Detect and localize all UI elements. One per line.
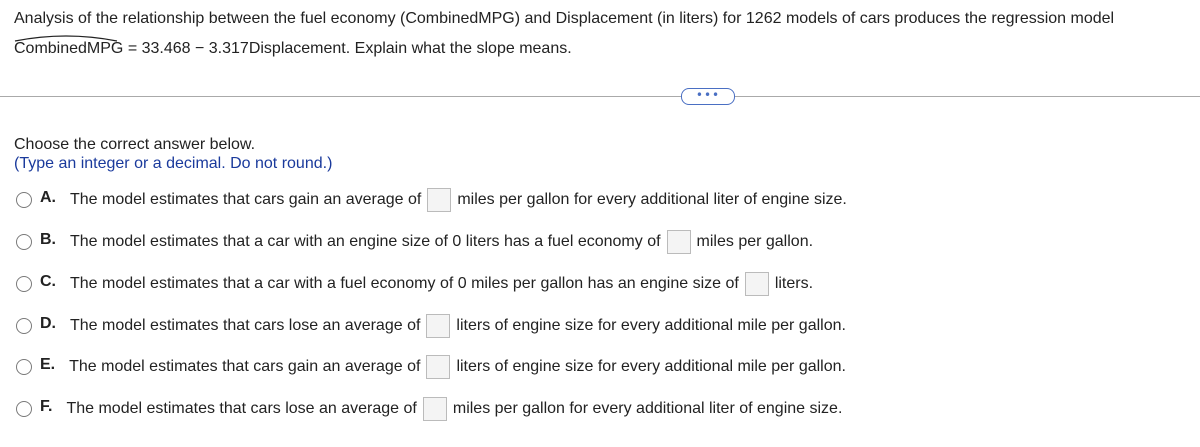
option-e[interactable] — [16, 355, 846, 379]
option-text-before: The model estimates that cars lose an average of — [70, 317, 421, 334]
answer-input[interactable] — [427, 188, 451, 212]
option-letter: B. — [40, 231, 56, 248]
radio-button[interactable] — [16, 234, 32, 250]
answer-input[interactable] — [667, 230, 691, 254]
hat-accent-icon — [14, 33, 118, 42]
option-text-after: liters. — [774, 275, 814, 292]
equation-rest: = 33.468 − 3.317Displacement. Explain what the slope means. — [123, 40, 572, 57]
divider — [0, 96, 1200, 97]
response-variable-hat — [14, 40, 123, 58]
hint-text: (Type an integer or a decimal. Do not round.) — [14, 155, 333, 172]
radio-button[interactable] — [16, 318, 32, 334]
option-text-before: The model estimates that cars lose an average of — [66, 400, 417, 417]
answer-input[interactable] — [745, 272, 769, 296]
radio-button[interactable] — [16, 192, 32, 208]
radio-button[interactable] — [16, 401, 32, 417]
option-text-after: liters of engine size for every additional mile per gallon. — [456, 358, 846, 375]
option-letter: A. — [40, 189, 56, 206]
option-text-before: The model estimates that a car with an engine size of 0 liters has a fuel economy of — [70, 233, 661, 250]
option-letter: D. — [40, 315, 56, 332]
radio-button[interactable] — [16, 359, 32, 375]
answer-input[interactable] — [426, 355, 450, 379]
radio-button[interactable] — [16, 276, 32, 292]
option-text-before: The model estimates that cars gain an average of — [69, 358, 421, 375]
question-text: Analysis of the relationship between the fuel economy (CombinedMPG) and Displacement (in liters) for 1262 models of cars produces the regression model — [14, 10, 1115, 27]
option-letter: F. — [40, 398, 53, 415]
option-text-before: The model estimates that cars gain an average of — [70, 191, 422, 208]
option-text-after: liters of engine size for every additional mile per gallon. — [456, 317, 846, 334]
option-text-after: miles per gallon for every additional liter of engine size. — [452, 400, 843, 417]
option-text-after: miles per gallon. — [696, 233, 814, 250]
option-letter: C. — [40, 273, 56, 290]
option-d[interactable] — [16, 314, 846, 338]
option-c[interactable] — [16, 272, 813, 296]
more-options-button[interactable]: ••• — [681, 88, 735, 105]
answer-input[interactable] — [423, 397, 447, 421]
choose-instruction: Choose the correct answer below. — [14, 136, 256, 153]
option-letter: E. — [40, 356, 56, 373]
option-text-after: miles per gallon for every additional liter of engine size. — [457, 191, 847, 208]
option-text-before: The model estimates that a car with a fuel economy of 0 miles per gallon has an engine size of — [70, 275, 739, 292]
option-a[interactable] — [16, 188, 847, 212]
regression-equation — [14, 40, 572, 58]
option-f[interactable] — [16, 397, 842, 421]
option-b[interactable] — [16, 230, 813, 254]
answer-input[interactable] — [426, 314, 450, 338]
hat-word-text: CombinedMPG — [14, 40, 124, 57]
